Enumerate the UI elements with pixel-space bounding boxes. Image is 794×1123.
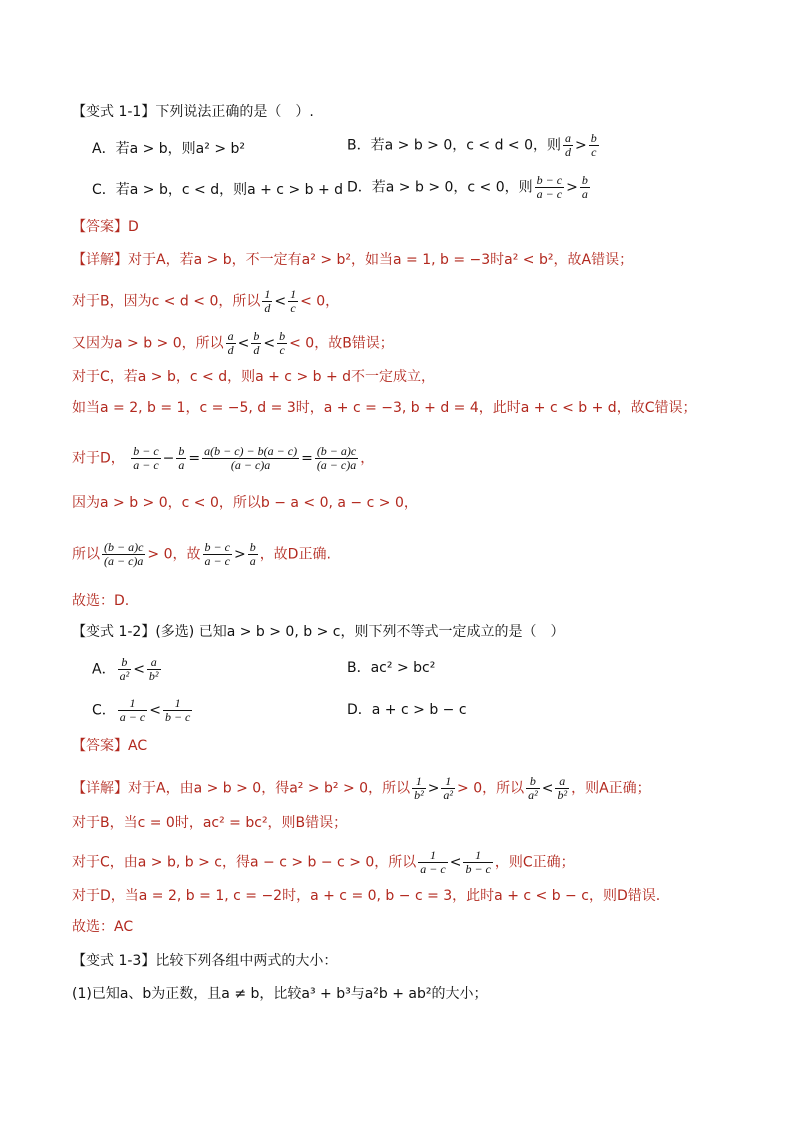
option-b: B．若a > b > 0，c < d < 0，则 $\frac{a}{d}$ > $\frac{b}{c}$: [347, 131, 597, 159]
detail-1-1-line-5: 如当a = 2, b = 1，c = −5, d = 3时，a + c = −3, b + d = 4，此时a + c < b + d，故C错误；: [72, 400, 697, 416]
detail-1-1-line-2: 对于B，因为c < d < 0，所以 $\frac{1}{d}$ < $\frac{1}{c}$ < 0，: [72, 287, 340, 315]
detail-1-1-line-7: 因为a > b > 0，c < 0，所以b − a < 0, a − c > 0，: [72, 495, 418, 511]
detail-1-1-line-4: 对于C，若a > b，c < d，则a + c > b + d不一定成立，: [72, 369, 436, 385]
fraction: $\frac{b}{c}$: [590, 131, 597, 159]
question-1-1: [72, 102, 314, 122]
question-1-2: [72, 622, 564, 642]
answer-1-1: 【答案】D: [72, 219, 139, 235]
option-a: A． $\frac{b}{\text{a²}}$ < $\frac{a}{\text{b²}}$: [92, 655, 159, 683]
option-d: D．a + c > b − c: [347, 702, 467, 718]
question-tag: 【变式 1-1】: [72, 104, 156, 120]
answer-1-2: 【答案】AC: [72, 738, 148, 754]
option-d: D．若a > b > 0，c < 0，则 $\frac{b - c}{a - c}$ > $\frac{b}{a}$: [347, 173, 588, 201]
detail-1-2-line-1: 【详解】对于A，由a > b > 0，得a² > b² > 0，所以 $\frac{1}{\text{b²}}$ > $\frac{1}{\text{a²}}$ > 0，所以 $\frac{b}{\text{a²}}$ < $\frac{a}{\text{b²}}$ ，则A正确；: [72, 774, 651, 802]
detail-1-2-line-3: 对于C，由a > b, b > c，得a − c > b − c > 0，所以 $\frac{1}{a - c}$ < $\frac{1}{b - c}$ ，则C正确；: [72, 848, 575, 876]
option-c: C． $\frac{1}{a - c}$ < $\frac{1}{b - c}$: [92, 696, 191, 724]
question-tag: 【变式 1-3】: [72, 953, 156, 969]
option-b: B．ac² > bc²: [347, 660, 436, 676]
question-1-3: [72, 951, 337, 971]
question-stem: 比较下列各组中两式的大小：: [155, 953, 338, 969]
option-c: C．若a > b，c < d，则a + c > b + d: [92, 182, 344, 198]
detail-1-2-line-5: 故选：AC: [72, 919, 134, 935]
question-stem: (多选) 已知a > b > 0, b > c，则下列不等式一定成立的是（ ）: [155, 624, 565, 640]
detail-1-2-line-4: 对于D，当a = 2, b = 1, c = −2时，a + c = 0, b − c = 3，此时a + c < b − c，则D错误.: [72, 888, 661, 904]
question-tag: 【变式 1-2】: [72, 624, 156, 640]
option-a: A．若a > b，则a² > b²: [92, 141, 245, 157]
detail-1-1-line-1: 【详解】对于A，若a > b，不一定有a² > b²，如当a = 1, b = −3时a² < b²，故A错误；: [72, 252, 634, 268]
detail-1-1-line-3: 又因为a > b > 0，所以 $\frac{a}{d}$ < $\frac{b}{d}$ < $\frac{b}{c}$ < 0，故B错误；: [72, 329, 394, 357]
detail-1-1-line-9: 故选：D.: [72, 593, 130, 609]
question-1-3-part-1: (1)已知a、b为正数，且a ≠ b，比较a³ + b³与a²b + ab²的大小；: [72, 986, 488, 1002]
fraction: $\frac{a}{d}$: [565, 131, 571, 159]
fraction: $\frac{b - c}{a - c}$: [536, 173, 563, 201]
detail-1-1-line-8: 所以 $\frac{(b - a)c}{(a - c)a}$ > 0，故 $\frac{b - c}{a - c}$ > $\frac{b}{a}$ ，故D正确.: [72, 540, 331, 568]
question-stem: 下列说法正确的是（ ）.: [155, 104, 314, 120]
detail-1-1-line-6: 对于D， $\frac{b - c}{a - c}$ − $\frac{b}{a}$ = $\frac{a(b - c) - b(a - c)}{(a - c)a}$ = $\frac{(b - a)c}{(a - c)a}$ ，: [72, 444, 375, 472]
detail-1-2-line-2: 对于B，当c = 0时，ac² = bc²，则B错误；: [72, 815, 348, 831]
fraction: $\frac{b}{a}$: [581, 173, 588, 201]
